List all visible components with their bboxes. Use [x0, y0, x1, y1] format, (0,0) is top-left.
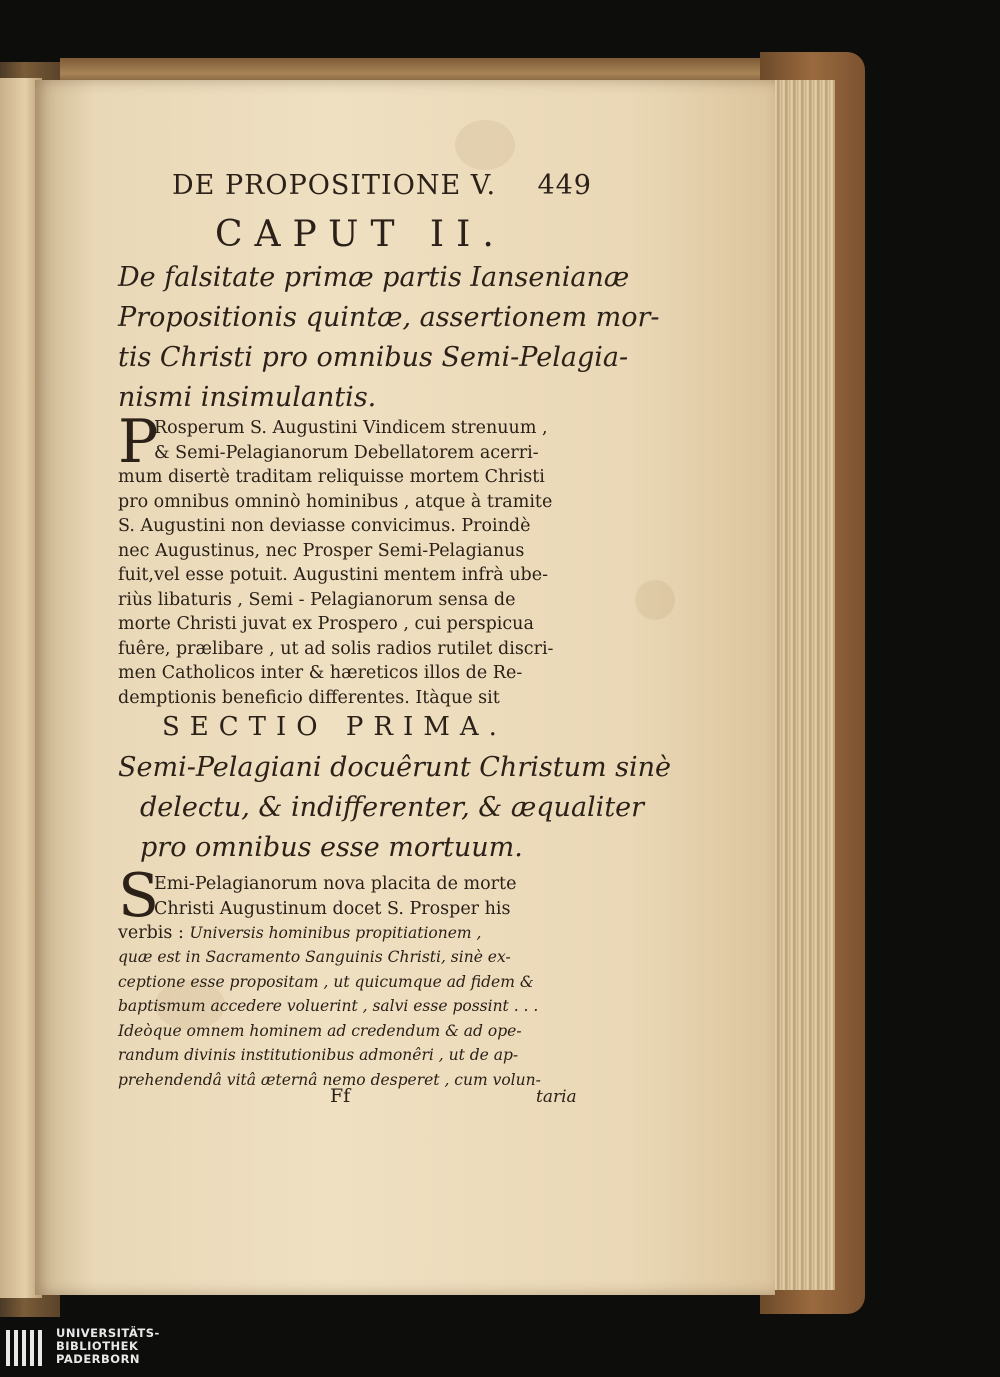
text-line: fuêre, prælibare , ut ad solis radios rutilet discri-: [118, 638, 554, 659]
foxing-spot: [455, 120, 515, 170]
text-line: fuit,vel esse potuit. Augustini mentem infrà ube-: [118, 565, 549, 585]
catchword: taria: [536, 1087, 577, 1107]
running-head: [172, 170, 592, 210]
quotation: [118, 945, 588, 1092]
text-line: Rosperum S. Augustini Vindicem strenuum ,: [154, 418, 548, 438]
chapter-heading-line: De falsitate primæ partis Iansenianæ: [118, 262, 630, 293]
section-heading: [118, 748, 671, 868]
section-title: SECTIO PRIMA.: [162, 712, 507, 742]
logo-line: UNIVERSITÄTS-: [56, 1326, 160, 1340]
chapter-heading-line: nismi insimulantis.: [118, 382, 377, 413]
paragraph-2: [118, 872, 590, 946]
text-line: [118, 921, 590, 946]
drop-cap: P: [118, 407, 159, 477]
quote-line: ceptione esse propositam , ut quicumque ad fidem &: [118, 972, 534, 991]
library-logo-icon: [6, 1330, 48, 1366]
text-line: S. Augustini non deviasse convicimus. Proindè: [118, 516, 531, 536]
text-line-lead: verbis :: [118, 923, 184, 943]
text-line: mum disertè traditam reliquisse mortem Christi: [118, 467, 545, 487]
chapter-heading-line: tis Christi pro omnibus Semi-Pelagia-: [118, 342, 629, 373]
quote-line: baptismum accedere voluerint , salvi esse possint . . .: [118, 997, 539, 1015]
logo-line: BIBLIOTHEK: [56, 1339, 139, 1353]
text-line: nec Augustinus, nec Prosper Semi-Pelagianus: [118, 540, 525, 561]
running-head-title: DE PROPOSITIONE V.: [172, 170, 497, 201]
foxing-spot: [635, 580, 675, 620]
page-number: 449: [537, 170, 592, 201]
text-line: & Semi-Pelagianorum Debellatorem acerri-: [154, 442, 539, 463]
chapter-heading: [118, 258, 660, 418]
quote-start: Universis hominibus propitiationem ,: [189, 924, 482, 942]
text-line: demptionis beneficio differentes. Itàque sit: [118, 687, 500, 708]
paragraph-1: [118, 416, 590, 710]
chapter-number: CAPUT II.: [215, 214, 506, 255]
logo-line: PADERBORN: [56, 1352, 141, 1366]
quote-line: randum divinis institutionibus admonêri , ut de ap-: [118, 1046, 519, 1064]
chapter-heading-line: Propositionis quintæ, assertionem mor-: [118, 302, 660, 333]
drop-cap: S: [118, 861, 160, 931]
text-line: pro omnibus omninò hominibus , atque à tramite: [118, 491, 553, 512]
library-logo-text: [56, 1327, 160, 1366]
text-line: Emi-Pelagianorum nova placita de morte: [154, 874, 517, 894]
section-heading-line: delectu, & indifferenter, & æqualiter: [140, 792, 645, 823]
section-heading-line: Semi-Pelagiani docuêrunt Christum sinè: [118, 752, 671, 783]
signature-mark: Ff: [330, 1085, 351, 1107]
text-line: men Catholicos inter & hæreticos illos de Re-: [118, 663, 523, 683]
page-block-edges: [765, 80, 835, 1290]
quote-line: quæ est in Sacramento Sanguinis Christi, sinè ex-: [118, 948, 511, 966]
text-line: riùs libaturis , Semi - Pelagianorum sensa de: [118, 589, 516, 610]
quote-line: Ideòque omnem hominem ad credendum & ad ope-: [118, 1021, 522, 1040]
quote-line: prehendendâ vitâ æternâ nemo desperet , cum volun-: [118, 1070, 541, 1089]
text-line: Christi Augustinum docet S. Prosper his: [154, 898, 511, 919]
section-heading-line: pro omnibus esse mortuum.: [140, 832, 523, 863]
text-line: morte Christi juvat ex Prospero , cui perspicua: [118, 614, 534, 634]
